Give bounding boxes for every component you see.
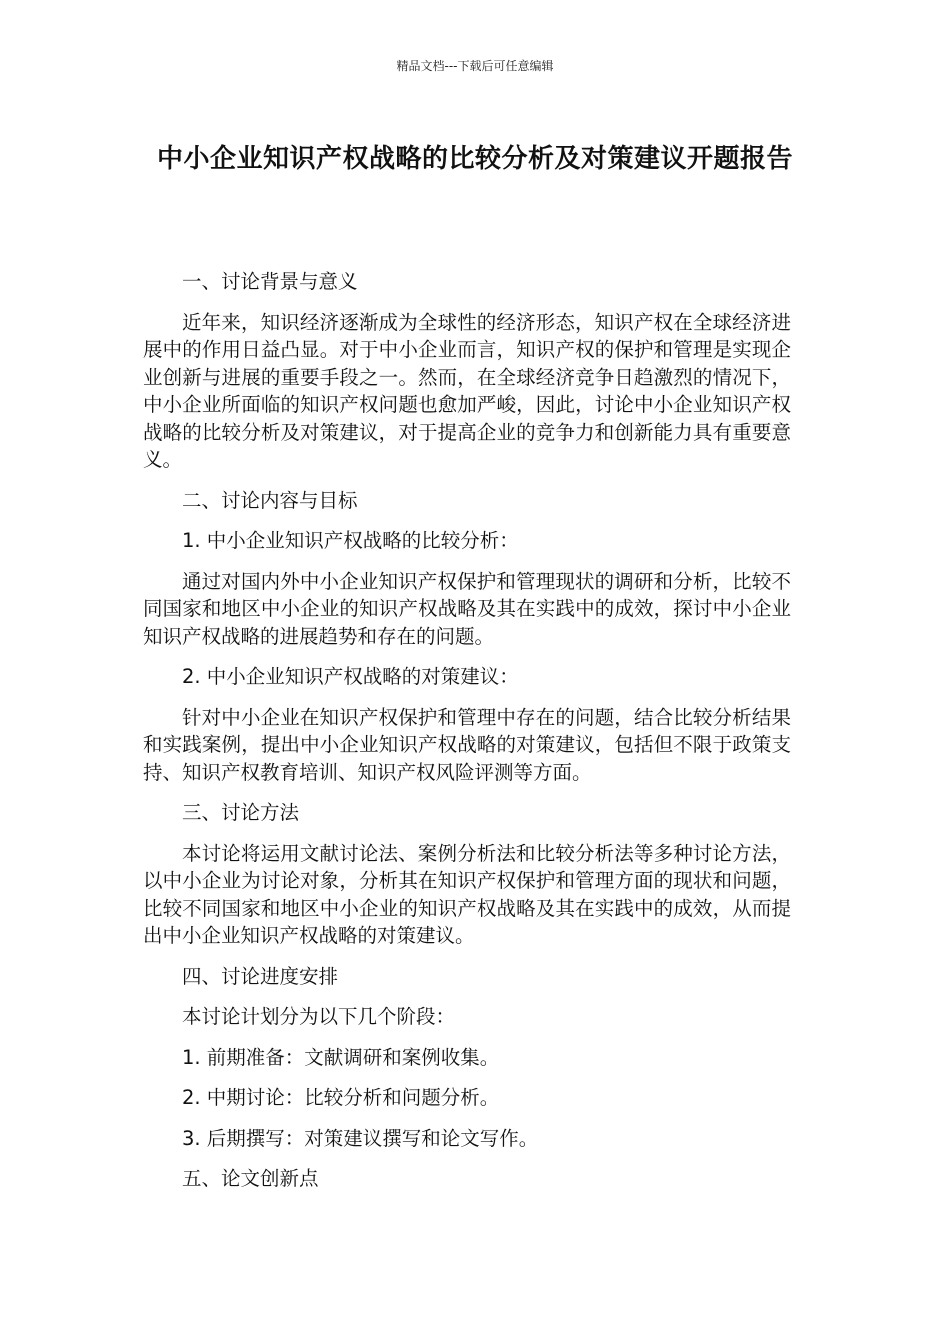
- schedule-item-1: 1. 前期准备：文献调研和案例收集。: [182, 1045, 500, 1069]
- subheading-comparison: 1. 中小企业知识产权战略的比较分析：: [182, 529, 519, 552]
- document-body: [143, 268, 791, 1206]
- paragraph-background: 近年来，知识经济逐渐成为全球性的经济形态，知识产权在全球经济进展中的作用日益凸显。对于中小企业而言，知识产权的保护和管理是实现企业创新与进展的重要手段之一。然而，在全球经济竞争日趋激烈的情况下，中小企业所面临的知识产权问题也愈加严峻，因此，讨论中小企业知识产权战略的比较分析及对策建议，对于提高企业的竞争力和创新能力具有重要意义。: [143, 310, 791, 471]
- paragraph-schedule-intro: 本讨论计划分为以下几个阶段：: [182, 1005, 456, 1028]
- schedule-item-2: 2. 中期讨论：比较分析和问题分析。: [182, 1086, 500, 1109]
- subheading-countermeasures: 2. 中小企业知识产权战略的对策建议：: [182, 665, 519, 688]
- paragraph-countermeasures: 针对中小企业在知识产权保护和管理中存在的问题，结合比较分析结果和实践案例，提出中小企业知识产权战略的对策建议，包括但不限于政策支持、知识产权教育培训、知识产权风险评测等方面。: [143, 705, 791, 784]
- schedule-item-3: 3. 后期撰写：对策建议撰写和论文写作。: [182, 1126, 539, 1150]
- section-heading-background: 一、讨论背景与意义: [182, 270, 358, 293]
- document-title: 中小企业知识产权战略的比较分析及对策建议开题报告: [156, 144, 793, 174]
- section-heading-methods: 三、讨论方法: [182, 801, 300, 824]
- paragraph-methods: 本讨论将运用文献讨论法、案例分析法和比较分析法等多种讨论方法，以中小企业为讨论对象，分析其在知识产权保护和管理方面的现状和问题，比较不同国家和地区中小企业的知识产权战略及其在实践中的成效，从而提出中小企业知识产权战略的对策建议。: [143, 841, 791, 947]
- section-heading-innovation: 五、论文创新点: [182, 1167, 319, 1190]
- section-heading-schedule: 四、讨论进度安排: [182, 964, 339, 988]
- paragraph-comparison: 通过对国内外中小企业知识产权保护和管理现状的调研和分析，比较不同国家和地区中小企业的知识产权战略及其在实践中的成效，探讨中小企业知识产权战略的进展趋势和存在的问题。: [143, 569, 791, 648]
- section-heading-content: 二、讨论内容与目标: [182, 488, 358, 512]
- header-note: 精品文档---下载后可任意编辑: [396, 59, 554, 73]
